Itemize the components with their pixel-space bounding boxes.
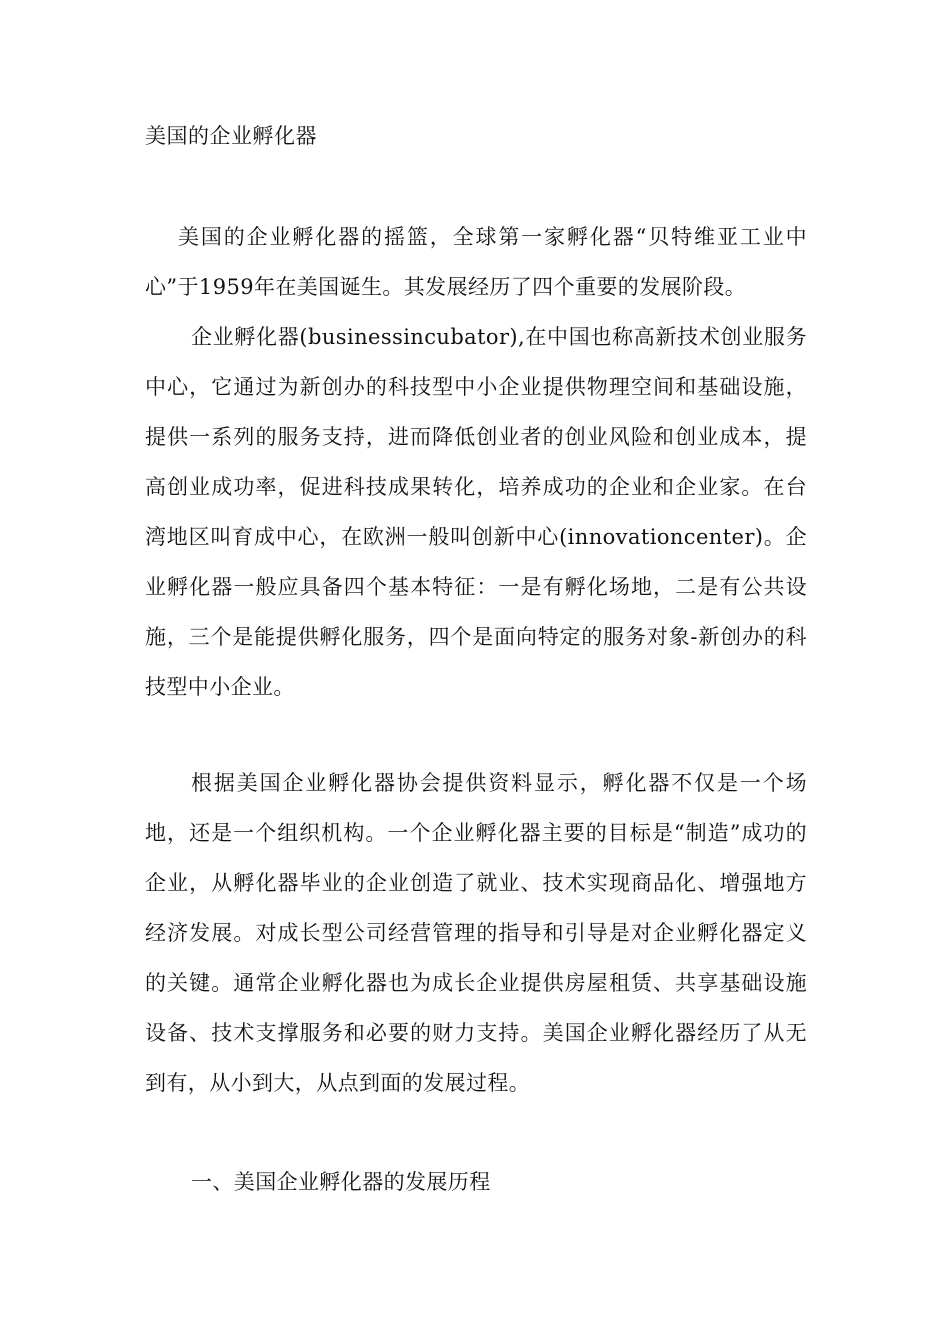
paragraph-definition: 企业孵化器(businessincubator),在中国也称高新技术创业服务中心，它通过为新创办的科技型中小企业提供物理空间和基础设施，提供一系列的服务支持，进而降低创业者的创业风险和创业成本，提高创业成功率，促进科技成果转化，培养成功的企业和企业家。在台湾地区叫育成中心，在欧洲一般叫创新中心(innovationcenter)。企业孵化器一般应具备四个基本特征：一是有孵化场地，二是有公共设施，三个是能提供孵化服务，四个是面向特定的服务对象-新创办的科技型中小企业。 bbox=[145, 325, 807, 699]
paragraph-intro: 美国的企业孵化器的摇篮，全球第一家孵化器“贝特维亚工业中心”于1959年在美国诞生。其发展经历了四个重要的发展阶段。 bbox=[145, 225, 807, 299]
paragraph-association: 根据美国企业孵化器协会提供资料显示，孵化器不仅是一个场地，还是一个组织机构。一个企业孵化器主要的目标是“制造”成功的企业，从孵化器毕业的企业创造了就业、技术实现商品化、增强地方经济发展。对成长型公司经营管理的指导和引导是对企业孵化器定义的关键。通常企业孵化器也为成长企业提供房屋租赁、共享基础设施设备、技术支撑服务和必要的财力支持。美国企业孵化器经历了从无到有，从小到大，从点到面的发展过程。 bbox=[145, 771, 807, 1095]
document-title: 美国的企业孵化器 bbox=[145, 124, 317, 148]
section-heading: 一、美国企业孵化器的发展历程 bbox=[191, 1170, 491, 1194]
